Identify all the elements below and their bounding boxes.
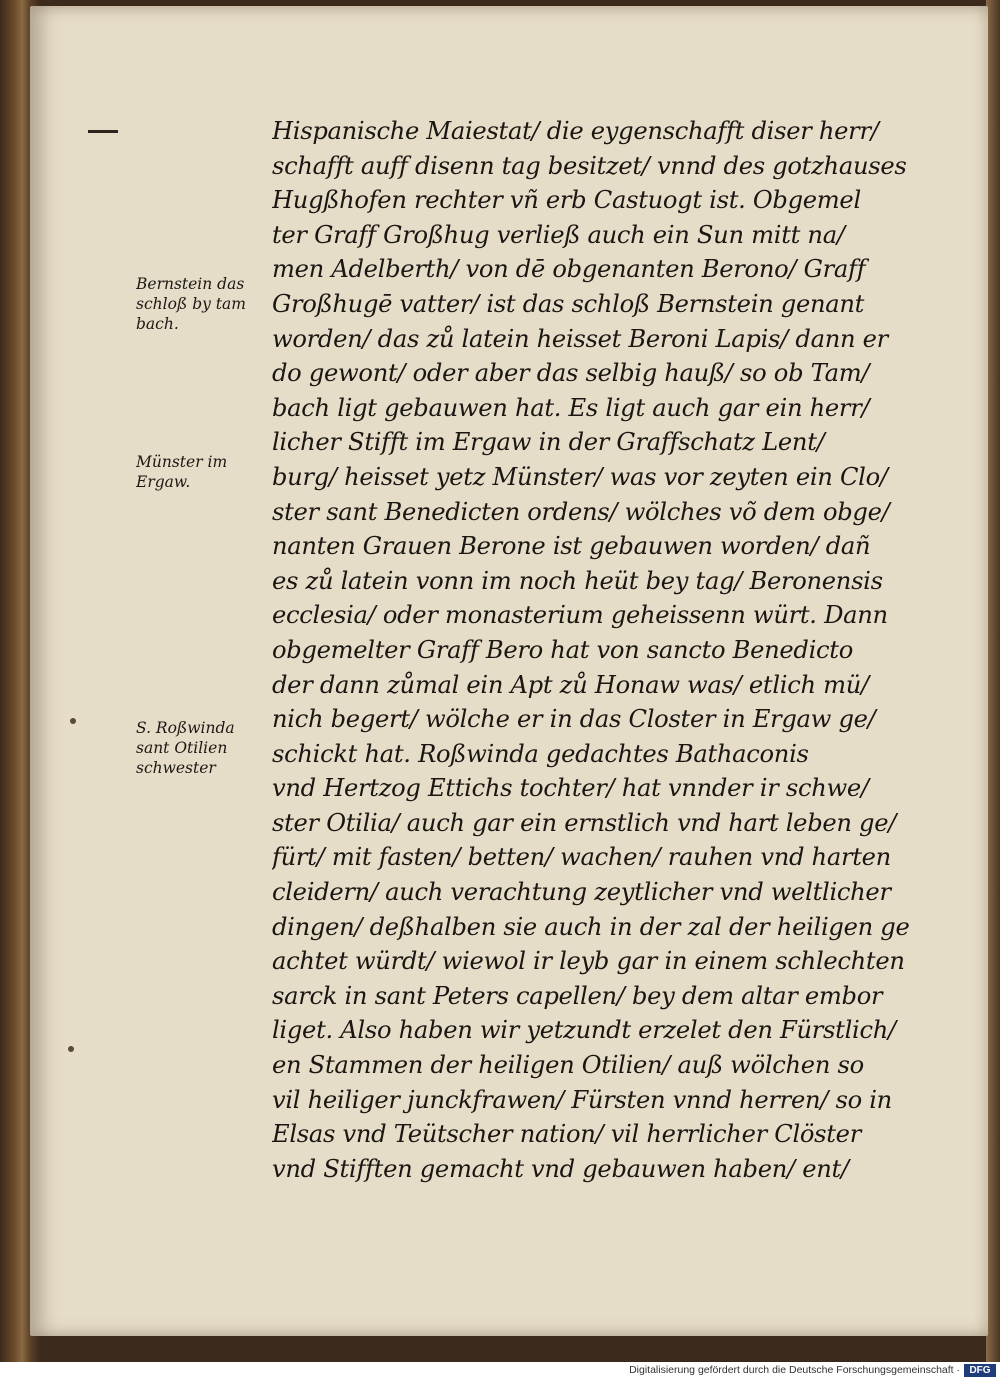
text-line: men Adelberth/ von dē obgenanten Berono/ Graff <box>272 255 866 284</box>
margin-note-muenster <box>136 452 272 492</box>
margin-note-bernstein <box>136 274 272 334</box>
book-page <box>30 6 988 1336</box>
margin-note-line: schwester <box>136 759 216 777</box>
text-line: liget. Also haben wir yetzundt erzelet den Fürstlich/ <box>272 1016 896 1045</box>
text-line: fürt/ mit fasten/ betten/ wachen/ rauhen vnd harten <box>272 843 891 872</box>
footer-credit: Digitalisierung gefördert durch die Deutsche Forschungsgemeinschaft · <box>629 1364 960 1376</box>
margin-note-line: Bernstein das <box>136 275 245 293</box>
text-line: schickt hat. Roßwinda gedachtes Bathaconis <box>272 739 809 768</box>
text-line: ster sant Benedicten ordens/ wölches võ dem obge/ <box>272 497 890 526</box>
page-speck <box>70 718 76 724</box>
text-line: Elsas vnd Teütscher nation/ vil herrlicher Clöster <box>272 1120 861 1149</box>
margin-note-line: Münster im <box>136 453 228 471</box>
text-line: do gewont/ oder aber das selbig hauß/ so ob Tam/ <box>272 359 870 388</box>
text-line: ster Otilia/ auch gar ein ernstlich vnd hart leben ge/ <box>272 808 897 837</box>
text-line: Großhugē vatter/ ist das schloß Bernstein genant <box>272 289 865 318</box>
text-line: nanten Grauen Berone ist gebauwen worden/ dañ <box>272 532 871 561</box>
text-line: Hugßhofen rechter vñ erb Castuogt ist. Obgemel <box>272 186 861 215</box>
margin-note-line: sant Otilien <box>136 739 228 757</box>
text-line: ter Graff Großhug verließ auch ein Sun mitt na/ <box>272 220 845 249</box>
text-line: schafft auff disenn tag besitzet/ vnnd des gotzhauses <box>272 151 907 180</box>
text-line: Hispanische Maiestat/ die eygenschafft diser herr/ <box>272 117 879 145</box>
text-line: achtet würdt/ wiewol ir leyb gar in einem schlechten <box>272 947 905 976</box>
text-line: ecclesia/ oder monasterium geheissenn würt. Dann <box>272 601 888 630</box>
page-speck <box>68 1046 74 1052</box>
text-line: vnd Stifften gemacht vnd gebauwen haben/ ent/ <box>272 1154 849 1183</box>
margin-note-line: bach. <box>136 315 179 333</box>
text-line: vil heiliger junckfrawen/ Fürsten vnnd herren/ so in <box>272 1085 892 1114</box>
text-line: cleidern/ auch verachtung zeytlicher vnd weltlicher <box>272 878 891 907</box>
text-line: es zů latein vonn im noch heüt bey tag/ Beronensis <box>272 566 883 595</box>
text-line: der dann zůmal ein Apt zů Honaw was/ etlich mü/ <box>272 670 869 699</box>
text-line: nich begert/ wölche er in das Closter in Ergaw ge/ <box>272 705 876 734</box>
margin-note-rosswinda <box>136 718 272 778</box>
margin-note-line: Ergaw. <box>136 473 191 491</box>
text-line: worden/ das zů latein heisset Beroni Lapis/ dann er <box>272 324 888 353</box>
text-line: bach ligt gebauwen hat. Es ligt auch gar ein herr/ <box>272 393 870 422</box>
book-right-edge <box>986 0 1000 1362</box>
dfg-logo-icon: DFG <box>964 1364 996 1377</box>
text-line: sarck in sant Peters capellen/ bey dem altar embor <box>272 981 883 1010</box>
text-line: burg/ heisset yetz Münster/ was vor zeyten ein Clo/ <box>272 462 888 491</box>
text-line: licher Stifft im Ergaw in der Graffschatz Lent/ <box>272 428 825 457</box>
margin-note-line: schloß by tam <box>136 295 246 313</box>
text-line: en Stammen der heiligen Otilien/ auß wölchen so <box>272 1051 864 1080</box>
page-marker-dash <box>88 130 118 133</box>
text-line: obgemelter Graff Bero hat von sancto Benedicto <box>272 635 853 664</box>
main-text-block <box>272 114 938 1186</box>
text-line: vnd Hertzog Ettichs tochter/ hat vnnder ir schwe/ <box>272 774 869 803</box>
text-line: dingen/ deßhalben sie auch in der zal der heiligen ge <box>272 912 910 941</box>
margin-note-line: S. Roßwinda <box>136 719 235 737</box>
